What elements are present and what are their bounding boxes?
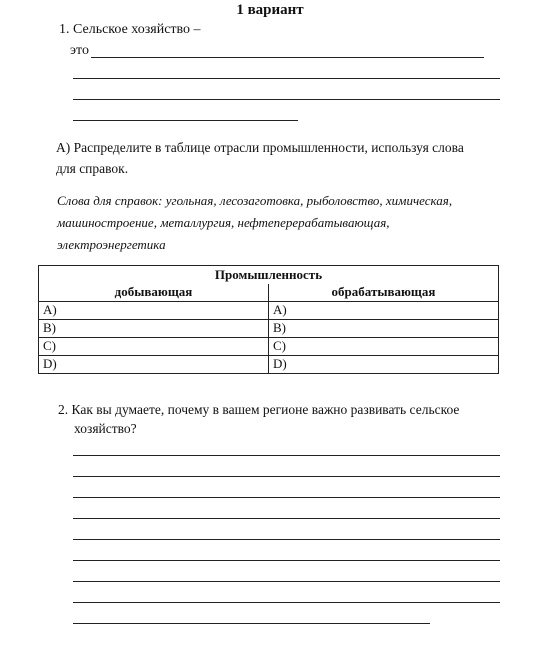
answer-line[interactable] [73,120,298,121]
table-title: Промышленность [39,266,499,284]
page-title: 1 вариант [236,2,304,18]
hint-line-2: машиностроение, металлургия, нефтеперерабатывающая, [57,215,390,230]
table-cell[interactable]: C) [39,337,269,355]
table-header-row [39,266,499,284]
answer-line[interactable] [91,57,484,58]
hint-line-3: электроэнергетика [57,237,166,252]
table-cell[interactable]: B) [39,319,269,337]
table-row [39,319,499,337]
table-cell[interactable]: A) [269,301,499,319]
table-cell[interactable]: D) [39,355,269,373]
answer-line[interactable] [73,560,500,561]
task-a-line-2: для справок. [56,161,129,176]
column-header-extracting: добывающая [39,284,269,302]
table-row [39,301,499,319]
table-row [39,355,499,373]
answer-line[interactable] [73,497,500,498]
table-cell[interactable]: B) [269,319,499,337]
answer-line[interactable] [73,581,500,582]
answer-line[interactable] [73,455,500,456]
task-a-line-1: А) Распределите в таблице отрасли промышленности, используя слова [56,140,464,155]
hint-line-1: Слова для справок: угольная, лесозаготовка, рыболовство, химическая, [57,193,453,208]
table-cell[interactable]: D) [269,355,499,373]
table-cell[interactable]: C) [269,337,499,355]
table-cell[interactable]: A) [39,301,269,319]
question-1-eto: это [70,43,89,58]
answer-line[interactable] [73,78,500,79]
answer-line[interactable] [73,518,500,519]
answer-line[interactable] [73,602,500,603]
answer-line[interactable] [73,476,500,477]
answer-line[interactable] [73,99,500,100]
column-header-processing: обрабатывающая [269,284,499,302]
question-1-text: 1. Сельское хозяйство – [59,22,201,37]
table-subheader-row [39,284,499,302]
question-2-line-1: 2. Как вы думаете, почему в вашем регионе важно развивать сельское [58,402,460,417]
answer-line[interactable] [73,539,500,540]
table-row [39,337,499,355]
industry-table [38,265,499,374]
question-2-line-2: хозяйство? [74,421,137,436]
answer-line[interactable] [73,623,430,624]
